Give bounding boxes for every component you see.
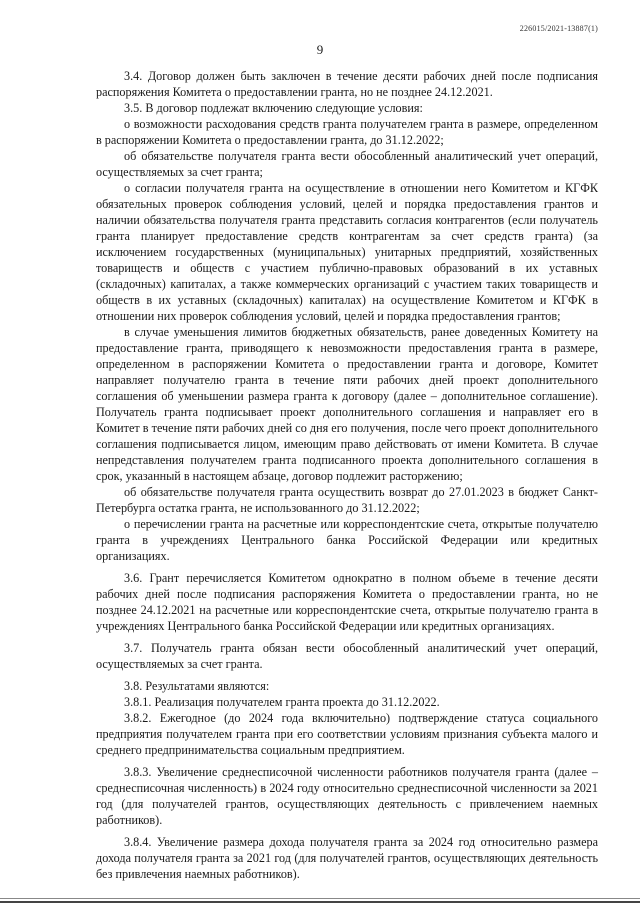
paragraph-3-8-3: 3.8.3. Увеличение среднесписочной численности работников получателя гранта (далее – среднесписочная численность) в 2024 году относительно среднесписочной численности за 2021 год (для получателей грантов, осуществляющих деятельность с привлечением наемных работников). xyxy=(96,765,598,827)
paragraph-3-8-1: 3.8.1. Реализация получателем гранта проекта до 31.12.2022. xyxy=(124,695,440,709)
condition-item: о перечислении гранта на расчетные или корреспондентские счета, открытые получателю гранта в учреждениях Центрального банка Российской Федерации или кредитных организациях. xyxy=(96,517,598,563)
paragraph-3-6: 3.6. Грант перечисляется Комитетом однократно в полном объеме в течение десяти рабочих дней после подписания распоряжения Комитета о предоставлении гранта, но не позднее 24.12.2021 на расчетные или корреспондентские счета, открытые получателю гранта в учреждениях Центрального банка Российской Федерации или кредитных организациях. xyxy=(96,571,598,633)
condition-item: об обязательстве получателя гранта осуществить возврат до 27.01.2023 в бюджет Санкт-Петербурга остатка гранта, не использованного до 31.12.2022; xyxy=(96,485,598,515)
document-registration-number: 226015/2021-13887(1) xyxy=(519,24,598,33)
scan-edge-line xyxy=(0,901,640,903)
condition-item: в случае уменьшения лимитов бюджетных обязательств, ранее доведенных Комитету на предоставление гранта, приводящего к невозможности предоставления гранта в размере, определенном в распоряжении Комитета о предоставлении гранта и договоре, Комитет направляет получателю гранта в течение пяти рабочих дней проект дополнительного соглашения об уменьшении размера гранта к договору (далее – дополнительное соглашение). Получатель гранта подписывает проект дополнительного соглашения и направляет его в Комитет в течение пяти рабочих дней со дня его получения, после чего проект дополнительного соглашения подписывается лицом, имеющим право действовать от имени Комитета. В случае непредставления получателем гранта подписанного проекта дополнительного соглашения в срок, указанный в настоящем абзаце, договор подлежит расторжению; xyxy=(96,325,598,483)
condition-item: о согласии получателя гранта на осуществление в отношении него Комитетом и КГФК обязательных проверок соблюдения условий, целей и порядка предоставления грантов и наличии обязательства получателя гранта представить согласия контрагентов (если получатель гранта планирует предоставление средств контрагентам за счет средств гранта) (за исключением государственных (муниципальных) унитарных предприятий, хозяйственных товариществ и обществ с участием публично-правовых образований в их уставных (складочных) капиталах, а также коммерческих организаций с участием таких товариществ и обществ в их уставных (складочных) капиталах) на осуществление Комитетом и КГФК в отношении них проверок соблюдения условий, целей и порядка предоставления грантов; xyxy=(96,181,598,323)
page-number: 9 xyxy=(316,42,324,57)
paragraph-3-8: 3.8. Результатами являются: xyxy=(124,679,270,693)
scan-edge-line xyxy=(0,898,640,899)
paragraph-3-7: 3.7. Получатель гранта обязан вести обособленный аналитический учет операций, осуществляемых за счет гранта. xyxy=(96,641,598,671)
paragraph-3-4: 3.4. Договор должен быть заключен в течение десяти рабочих дней после подписания распоряжения Комитета о предоставлении гранта, но не позднее 24.12.2021. xyxy=(96,69,598,99)
condition-item: о возможности расходования средств гранта получателем гранта в размере, определенном в распоряжении Комитета о предоставлении гранта, до 31.12.2022; xyxy=(96,117,598,147)
paragraph-3-5: 3.5. В договор подлежат включению следующие условия: xyxy=(124,101,423,115)
document-body xyxy=(96,68,598,882)
condition-item: об обязательстве получателя гранта вести обособленный аналитический учет операций, осуществляемых за счет гранта; xyxy=(96,149,598,179)
paragraph-3-8-4: 3.8.4. Увеличение размера дохода получателя гранта за 2024 год относительно размера дохода получателя гранта за 2021 год (для получателей грантов, осуществляющих деятельность без привлечения наемных работников). xyxy=(96,835,598,881)
paragraph-3-8-2: 3.8.2. Ежегодное (до 2024 года включительно) подтверждение статуса социального предприятия получателем гранта при его соответствии условиям признания субъекта малого и среднего предпринимательства социальным предприятием. xyxy=(96,711,598,757)
